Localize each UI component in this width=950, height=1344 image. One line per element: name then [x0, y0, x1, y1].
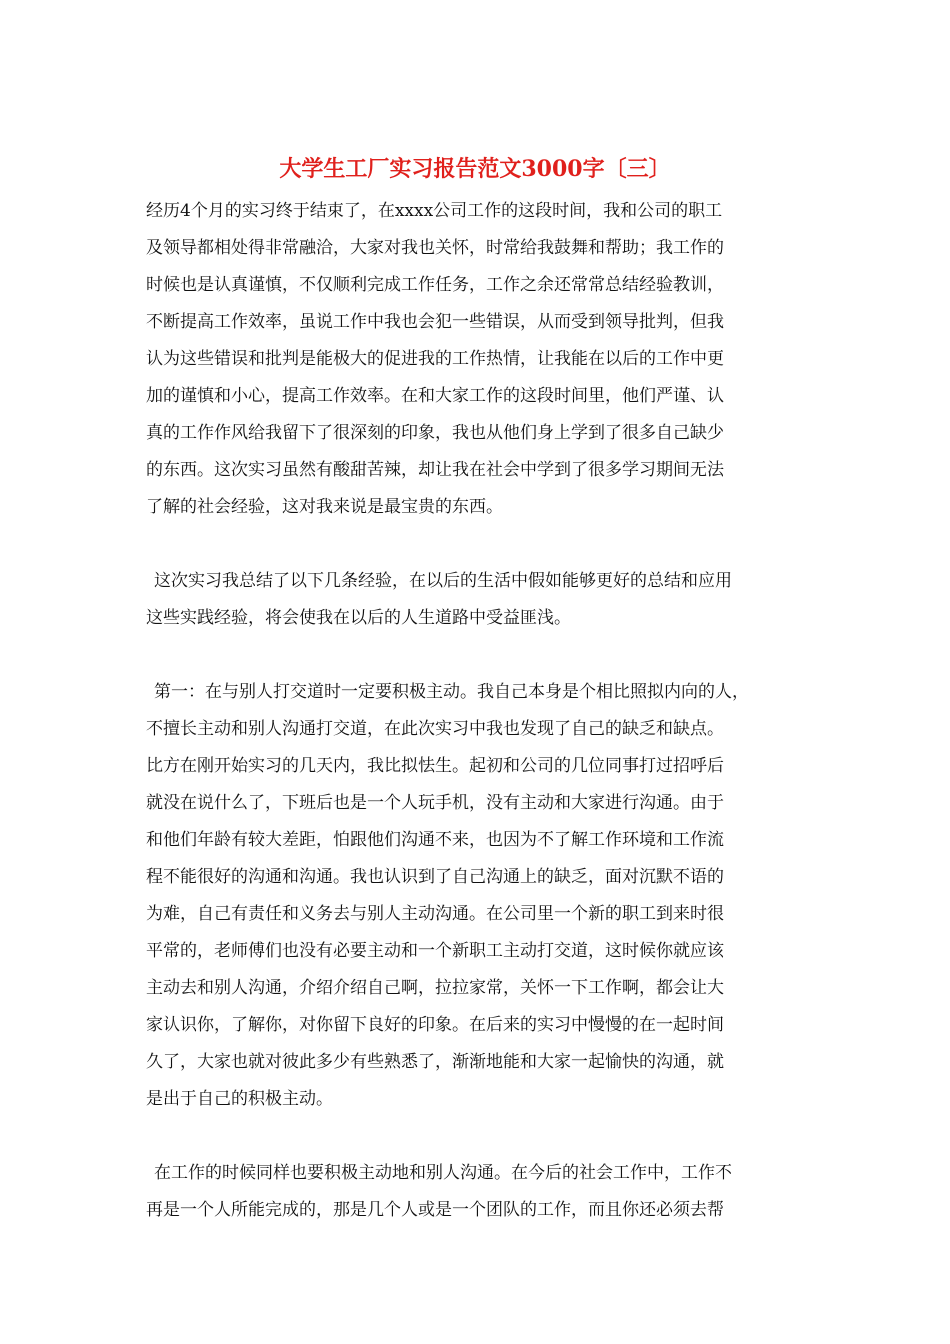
text-line: 为难，自己有责任和义务去与别人主动沟通。在公司里一个新的职工到来时很	[146, 904, 724, 924]
text-line: 平常的，老师傅们也没有必要主动和一个新职工主动打交道，这时候你就应该	[146, 941, 724, 961]
text-line: 就没在说什么了，下班后也是一个人玩手机，没有主动和大家进行沟通。由于	[146, 793, 724, 813]
text-line: 再是一个人所能完成的，那是几个人或是一个团队的工作，而且你还必须去帮	[146, 1200, 724, 1220]
paragraph-summary	[146, 563, 816, 637]
text-line: 在工作的时候同样也要积极主动地和别人沟通。在今后的社会工作中，工作不	[154, 1163, 732, 1183]
document-title: 大学生工厂实习报告范文3000字〔三〕	[279, 156, 671, 182]
text-line: 的东西。这次实习虽然有酸甜苦辣，却让我在社会中学到了很多学习期间无法	[146, 460, 724, 480]
document-body	[146, 193, 816, 1266]
text-line: 和他们年龄有较大差距，怕跟他们沟通不来，也因为不了解工作环境和工作流	[146, 830, 724, 850]
text-line: 第一：在与别人打交道时一定要积极主动。我自己本身是个相比照拟内向的人，	[154, 682, 749, 702]
text-line: 比方在刚开始实习的几天内，我比拟怯生。起初和公司的几位同事打过招呼后	[146, 756, 724, 776]
text-line: 真的工作作风给我留下了很深刻的印象，我也从他们身上学到了很多自己缺少	[146, 423, 724, 443]
paragraph-communication	[146, 1155, 816, 1229]
text-line: 家认识你，了解你，对你留下良好的印象。在后来的实习中慢慢的在一起时间	[146, 1015, 724, 1035]
text-line: 这次实习我总结了以下几条经验，在以后的生活中假如能够更好的总结和应用	[154, 571, 732, 591]
text-line: 了解的社会经验，这对我来说是最宝贵的东西。	[146, 497, 503, 517]
text-line: 是出于自己的积极主动。	[146, 1089, 333, 1109]
paragraph-intro	[146, 193, 816, 526]
text-line: 时候也是认真谨慎，不仅顺利完成工作任务，工作之余还常常总结经验教训，	[146, 275, 724, 295]
text-line: 及领导都相处得非常融洽，大家对我也关怀，时常给我鼓舞和帮助；我工作的	[146, 238, 724, 258]
text-line: 经历4个月的实习终于结束了，在xxxx公司工作的这段时间，我和公司的职工	[146, 201, 723, 221]
text-line: 不擅长主动和别人沟通打交道，在此次实习中我也发现了自己的缺乏和缺点。	[146, 719, 724, 739]
text-line: 不断提高工作效率，虽说工作中我也会犯一些错误，从而受到领导批判，但我	[146, 312, 724, 332]
text-line: 这些实践经验，将会使我在以后的人生道路中受益匪浅。	[146, 608, 571, 628]
paragraph-first-point	[146, 674, 816, 1118]
text-line: 程不能很好的沟通和沟通。我也认识到了自己沟通上的缺乏，面对沉默不语的	[146, 867, 724, 887]
text-line: 认为这些错误和批判是能极大的促进我的工作热情，让我能在以后的工作中更	[146, 349, 724, 369]
text-line: 加的谨慎和小心，提高工作效率。在和大家工作的这段时间里，他们严谨、认	[146, 386, 724, 406]
text-line: 主动去和别人沟通，介绍介绍自己啊，拉拉家常，关怀一下工作啊，都会让大	[146, 978, 724, 998]
text-line: 久了，大家也就对彼此多少有些熟悉了，渐渐地能和大家一起愉快的沟通，就	[146, 1052, 724, 1072]
